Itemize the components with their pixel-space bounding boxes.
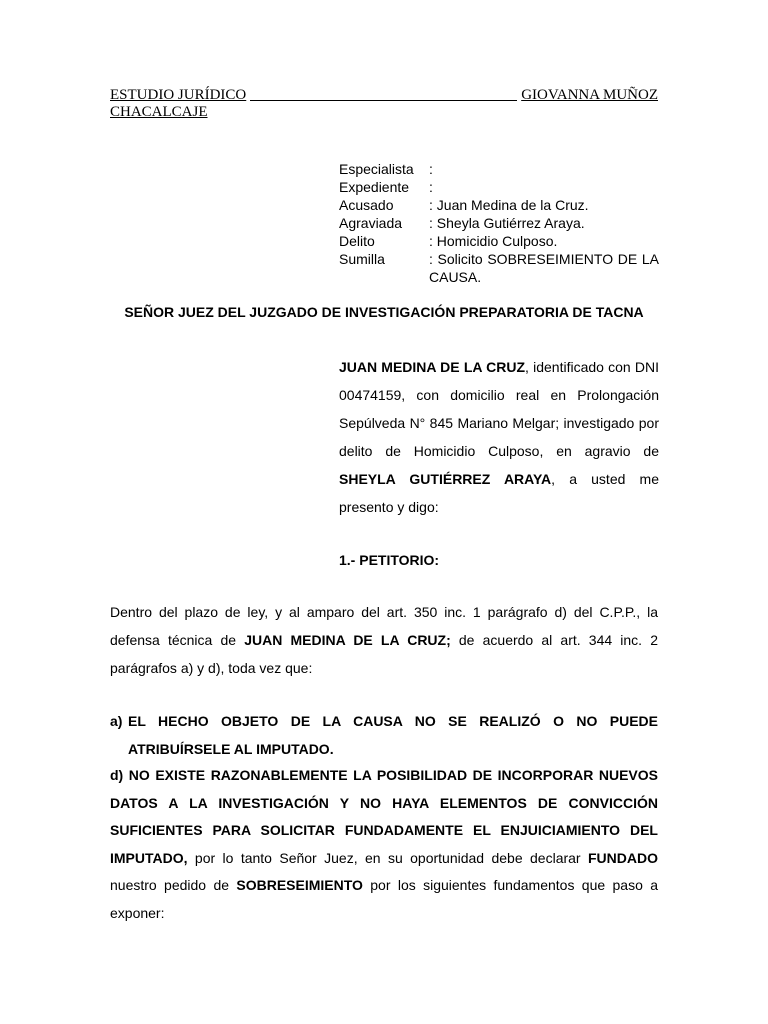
item-d <box>110 762 658 927</box>
defendant-name: JUAN MEDINA DE LA CRUZ <box>339 359 526 375</box>
defendant-name-bold: JUAN MEDINA DE LA CRUZ; <box>244 632 451 648</box>
case-info-row <box>339 178 659 196</box>
case-info-row <box>339 214 659 232</box>
case-info-value: : <box>429 179 433 195</box>
case-info-label: Expediente <box>339 179 410 195</box>
item-a <box>110 707 658 763</box>
sobreseimiento-word: SOBRESEIMIENTO <box>236 877 363 893</box>
case-info-label: Sumilla <box>339 251 385 267</box>
case-info-value: : Sheyla Gutiérrez Araya. <box>429 215 585 231</box>
case-info-value: : Homicidio Culposo. <box>429 233 558 249</box>
intro-text-1: , identificado con DNI 00474159, con domicilio real en Prolongación Sepúlveda N° 845 Mariano Melgar; investigado por delito de Homicidio Culposo, en agravio de <box>339 359 659 459</box>
case-info-label: Acusado <box>339 197 394 213</box>
item-d-text-1: por lo tanto Señor Juez, en su oportunidad debe declarar <box>187 849 588 866</box>
case-info-row <box>339 250 659 286</box>
item-d-bold-text: NO EXISTE RAZONABLEMENTE LA POSIBILIDAD DE INCORPORAR NUEVOS DATOS A LA INVESTIGACIÓN Y NO HAYA ELEMENTOS DE CONVICCIÓN SUFICIENTES PARA SOLICITAR FUNDADAMENTE EL ENJUICIAMIENTO DEL IMPUTADO, <box>110 767 658 866</box>
petitorio-text-2: de acuerdo al art. 344 inc. 2 parágrafos a) y d), toda vez que: <box>110 632 659 676</box>
item-d-marker: d) <box>110 767 124 783</box>
case-info-value: : Solicito SOBRESEIMIENTO DE LA CAUSA. <box>429 251 659 285</box>
item-a-text: EL HECHO OBJETO DE LA CAUSA NO SE REALIZÓ O NO PUEDE ATRIBUÍRSELE AL IMPUTADO. <box>128 713 658 757</box>
case-info-label: Especialista <box>339 161 414 177</box>
item-a-marker: a) <box>110 713 123 729</box>
letterhead-line-1 <box>110 87 658 104</box>
case-info-row <box>339 196 659 214</box>
petitorio-paragraph <box>110 598 658 682</box>
item-d-text-2: nuestro pedido de <box>110 877 237 893</box>
petitorio-heading: 1.- PETITORIO: <box>339 552 440 568</box>
addressee-heading: SEÑOR JUEZ DEL JUZGADO DE INVESTIGACIÓN PREPARATORIA DE TACNA <box>124 304 644 320</box>
case-info-value: : <box>429 161 433 177</box>
letterhead-underline-fill <box>250 87 517 101</box>
victim-name: SHEYLA GUTIÉRREZ ARAYA <box>339 471 552 487</box>
case-info-value: : Juan Medina de la Cruz. <box>429 197 589 213</box>
fundado-word: FUNDADO <box>588 849 658 866</box>
intro-paragraph <box>339 353 659 521</box>
item-d-text-3: por los siguientes fundamentos que paso a exponer: <box>110 877 658 921</box>
intro-text-2: , a usted me presento y digo: <box>339 471 659 515</box>
petitorio-text-1: Dentro del plazo de ley, y al amparo del art. 350 inc. 1 parágrafo d) del C.P.P., la defensa técnica de <box>110 604 658 648</box>
letterhead-firm-name: ESTUDIO JURÍDICO <box>110 87 247 103</box>
case-info-label: Delito <box>339 233 375 249</box>
case-info-row <box>339 232 659 250</box>
case-info-row <box>339 160 659 178</box>
case-info-label: Agraviada <box>339 215 403 231</box>
case-info-block <box>339 160 659 286</box>
letterhead-line-2: CHACALCAJE <box>110 104 208 120</box>
letterhead <box>110 87 658 121</box>
letterhead-lawyer-name: GIOVANNA MUÑOZ <box>521 87 658 103</box>
